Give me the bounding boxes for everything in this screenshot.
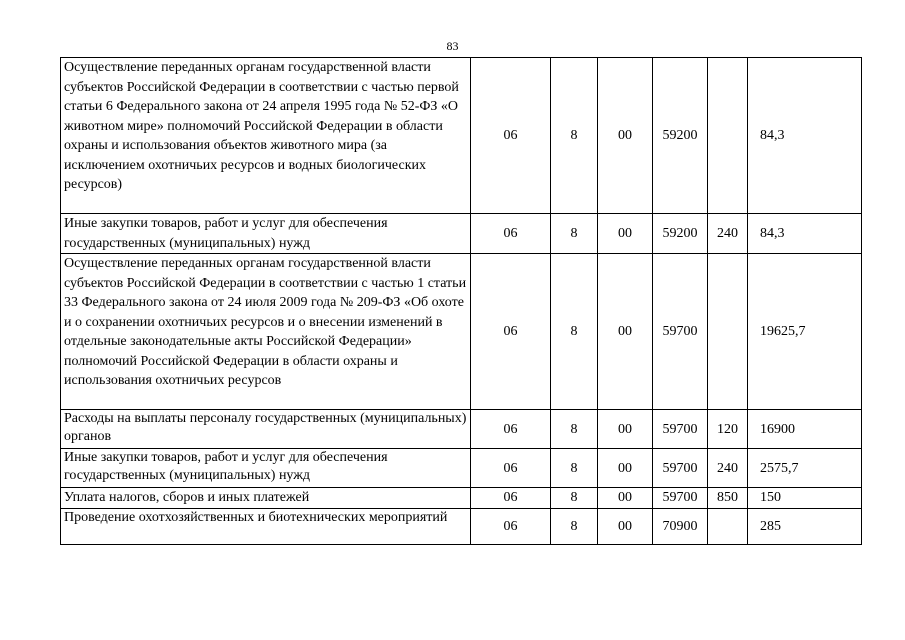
row-subprogram: 00 — [598, 508, 653, 544]
row-program: 8 — [551, 508, 598, 544]
row-expense-type: 850 — [708, 488, 748, 509]
row-amount: 84,3 — [748, 214, 862, 254]
row-program: 8 — [551, 449, 598, 488]
row-description: Осуществление переданных органам государственной власти субъектов Российской Федерации в соответствии с частью 1 статьи 33 Федерального закона от 24 июля 2009 года № 209-ФЗ «Об охоте и о сохранении охотничьих ресурсов и о внесении изменений в отдельные законодательные акты Российской Федерации» полномочий Российской Федерации в области охраны и использования охотничьих ресурсов — [61, 254, 471, 410]
row-amount: 150 — [748, 488, 862, 509]
table-row — [61, 410, 862, 449]
table-row — [61, 58, 862, 214]
row-expense-type — [708, 58, 748, 214]
row-program: 8 — [551, 254, 598, 410]
row-amount: 2575,7 — [748, 449, 862, 488]
table-row — [61, 254, 862, 410]
table-row — [61, 488, 862, 509]
budget-table — [60, 57, 862, 545]
table-row — [61, 508, 862, 544]
row-amount: 19625,7 — [748, 254, 862, 410]
row-description: Осуществление переданных органам государственной власти субъектов Российской Федерации в соответствии с частью первой статьи 6 Федерального закона от 24 апреля 1995 года № 52-ФЗ «О животном мире» полномочий Российской Федерации в области охраны и использования объектов животного мира (за исключением охотничьих ресурсов и водных биологических ресурсов) — [61, 58, 471, 214]
row-expense-type — [708, 254, 748, 410]
row-subprogram: 00 — [598, 449, 653, 488]
row-subprogram: 00 — [598, 58, 653, 214]
row-section: 06 — [471, 508, 551, 544]
row-item: 59700 — [653, 410, 708, 449]
row-section: 06 — [471, 410, 551, 449]
row-amount: 285 — [748, 508, 862, 544]
row-description: Проведение охотхозяйственных и биотехнических мероприятий — [61, 508, 471, 544]
row-item: 70900 — [653, 508, 708, 544]
row-expense-type: 240 — [708, 214, 748, 254]
row-expense-type — [708, 508, 748, 544]
row-item: 59700 — [653, 449, 708, 488]
row-item: 59200 — [653, 214, 708, 254]
row-description: Уплата налогов, сборов и иных платежей — [61, 488, 471, 509]
row-description: Иные закупки товаров, работ и услуг для обеспечения государственных (муниципальных) нужд — [61, 449, 471, 488]
row-item: 59200 — [653, 58, 708, 214]
row-item: 59700 — [653, 488, 708, 509]
row-section: 06 — [471, 449, 551, 488]
row-amount: 84,3 — [748, 58, 862, 214]
row-section: 06 — [471, 214, 551, 254]
row-program: 8 — [551, 410, 598, 449]
row-description: Расходы на выплаты персоналу государственных (муниципальных) органов — [61, 410, 471, 449]
table-row — [61, 214, 862, 254]
row-subprogram: 00 — [598, 254, 653, 410]
row-program: 8 — [551, 214, 598, 254]
table-row — [61, 449, 862, 488]
row-subprogram: 00 — [598, 410, 653, 449]
row-amount: 16900 — [748, 410, 862, 449]
row-program: 8 — [551, 488, 598, 509]
row-item: 59700 — [653, 254, 708, 410]
row-section: 06 — [471, 58, 551, 214]
row-program: 8 — [551, 58, 598, 214]
row-section: 06 — [471, 488, 551, 509]
row-expense-type: 120 — [708, 410, 748, 449]
row-expense-type: 240 — [708, 449, 748, 488]
row-section: 06 — [471, 254, 551, 410]
row-subprogram: 00 — [598, 488, 653, 509]
row-subprogram: 00 — [598, 214, 653, 254]
page-number: 83 — [446, 39, 459, 53]
row-description: Иные закупки товаров, работ и услуг для обеспечения государственных (муниципальных) нужд — [61, 214, 471, 254]
